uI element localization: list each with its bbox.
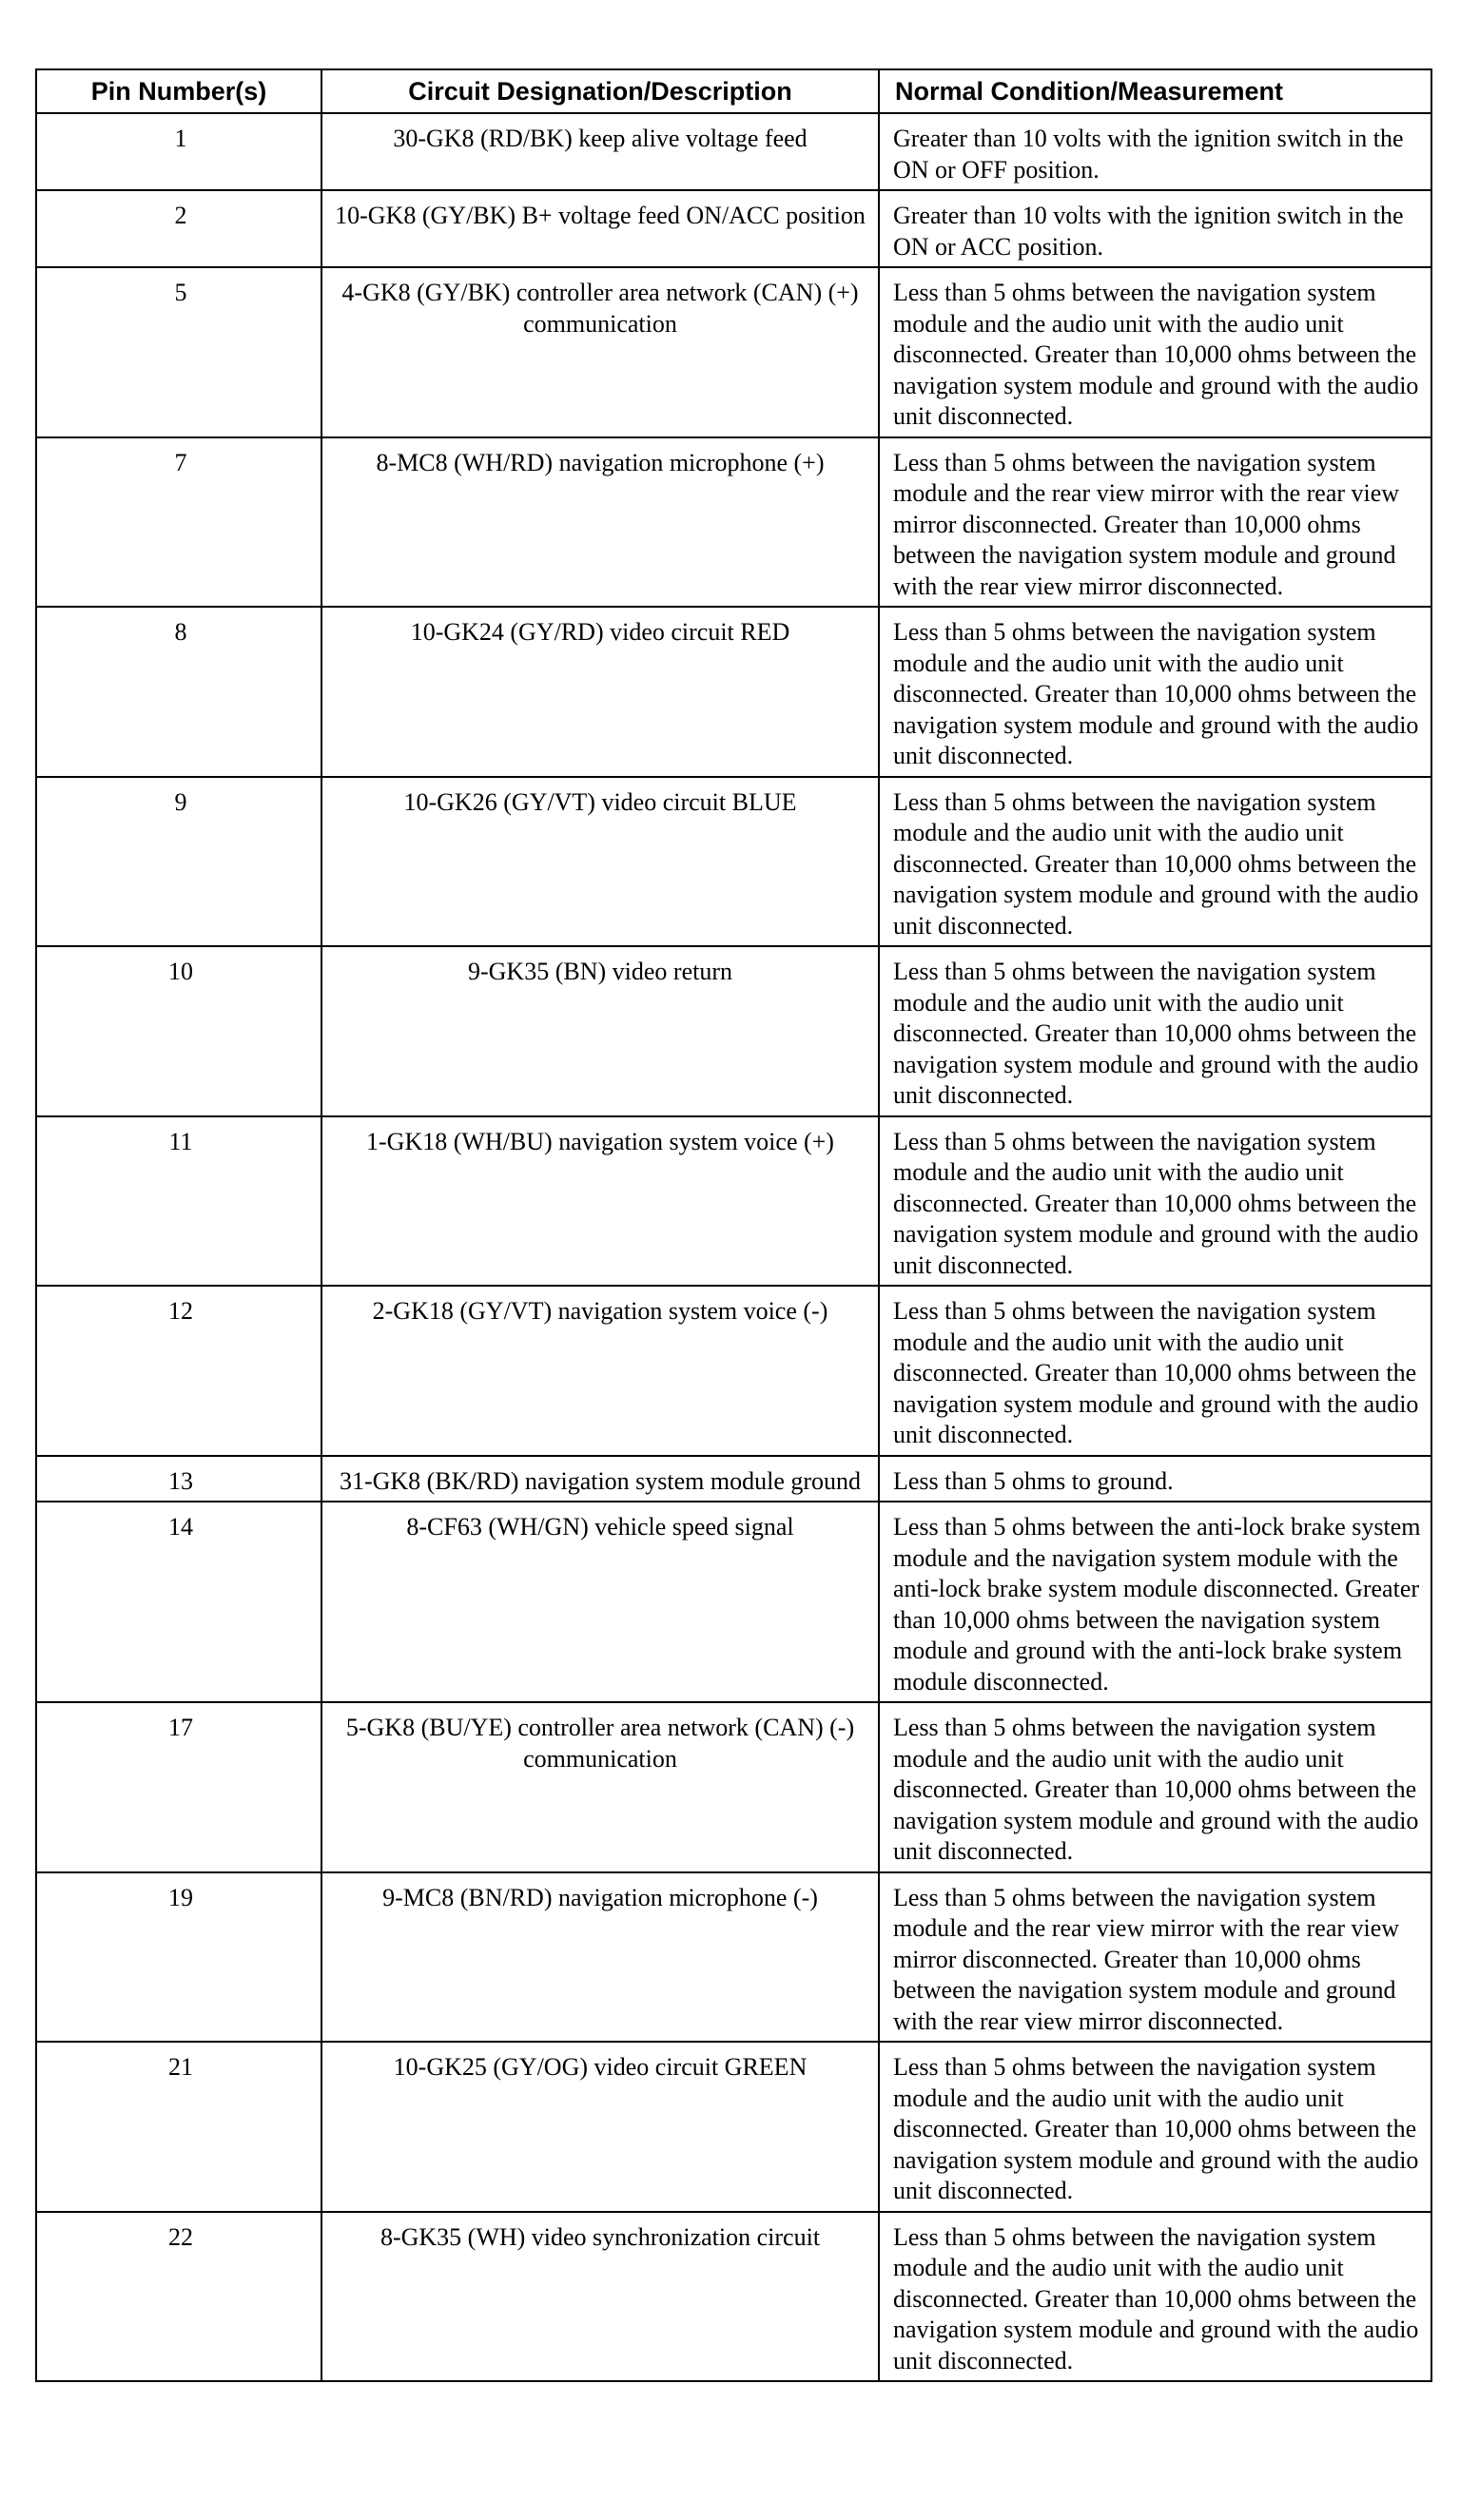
circuit-description-cell: 5-GK8 (BU/YE) controller area network (CAN) (-) communication [321,1702,879,1872]
pin-number-cell: 8 [36,607,321,777]
table-row [36,1116,1431,1287]
table-row [36,1286,1431,1456]
condition-cell: Less than 5 ohms between the navigation system module and the audio unit with the audio unit disconnected. Greater than 10,000 ohms between the navigation system module and ground with the audio unit disconnected. [879,946,1431,1116]
circuit-description-cell: 8-MC8 (WH/RD) navigation microphone (+) [321,437,879,608]
header-circuit-designation: Circuit Designation/Description [321,69,879,113]
pin-number-cell: 11 [36,1116,321,1287]
circuit-description-cell: 10-GK24 (GY/RD) video circuit RED [321,607,879,777]
circuit-description-cell: 2-GK18 (GY/VT) navigation system voice (-) [321,1286,879,1456]
circuit-description-cell: 8-CF63 (WH/GN) vehicle speed signal [321,1502,879,1702]
circuit-description-cell: 9-GK35 (BN) video return [321,946,879,1116]
table-header [36,69,1431,113]
circuit-description-cell: 4-GK8 (GY/BK) controller area network (CAN) (+) communication [321,267,879,437]
circuit-description-cell: 10-GK8 (GY/BK) B+ voltage feed ON/ACC position [321,190,879,267]
pin-number-cell: 10 [36,946,321,1116]
circuit-description-cell: 31-GK8 (BK/RD) navigation system module ground [321,1456,879,1502]
condition-cell: Less than 5 ohms between the navigation system module and the audio unit with the audio unit disconnected. Greater than 10,000 ohms between the navigation system module and ground with the audio unit disconnected. [879,777,1431,947]
pin-number-cell: 19 [36,1872,321,2043]
circuit-description-cell: 9-MC8 (BN/RD) navigation microphone (-) [321,1872,879,2043]
circuit-description-cell: 10-GK26 (GY/VT) video circuit BLUE [321,777,879,947]
table-row [36,437,1431,608]
circuit-description-cell: 8-GK35 (WH) video synchronization circuit [321,2212,879,2382]
table-row [36,1456,1431,1502]
document-page [35,68,1431,2382]
table-row [36,190,1431,267]
table-row [36,607,1431,777]
condition-cell: Less than 5 ohms between the navigation system module and the audio unit with the audio unit disconnected. Greater than 10,000 ohms between the navigation system module and ground with the audio unit disconnected. [879,2042,1431,2212]
condition-cell: Less than 5 ohms between the navigation system module and the audio unit with the audio unit disconnected. Greater than 10,000 ohms between the navigation system module and ground with the audio unit disconnected. [879,1286,1431,1456]
pin-number-cell: 17 [36,1702,321,1872]
table-row [36,267,1431,437]
condition-cell: Less than 5 ohms between the navigation system module and the rear view mirror with the rear view mirror disconnected. Greater than 10,000 ohms between the navigation system module and ground with the rear view mirror disconnected. [879,1872,1431,2043]
header-pin-number: Pin Number(s) [36,69,321,113]
condition-cell: Less than 5 ohms between the navigation system module and the audio unit with the audio unit disconnected. Greater than 10,000 ohms between the navigation system module and ground with the audio unit disconnected. [879,267,1431,437]
pinout-table [35,68,1432,2382]
pin-number-cell: 1 [36,113,321,190]
condition-cell: Less than 5 ohms to ground. [879,1456,1431,1502]
circuit-description-cell: 10-GK25 (GY/OG) video circuit GREEN [321,2042,879,2212]
header-row [36,69,1431,113]
condition-cell: Less than 5 ohms between the anti-lock brake system module and the navigation system module with the anti-lock brake system module disconnected. Greater than 10,000 ohms between the navigation system module and ground with the anti-lock brake system module disconnected. [879,1502,1431,1702]
condition-cell: Less than 5 ohms between the navigation system module and the rear view mirror with the rear view mirror disconnected. Greater than 10,000 ohms between the navigation system module and ground with the rear view mirror disconnected. [879,437,1431,608]
condition-cell: Greater than 10 volts with the ignition switch in the ON or ACC position. [879,190,1431,267]
table-row [36,1872,1431,2043]
table-row [36,1502,1431,1702]
circuit-description-cell: 1-GK18 (WH/BU) navigation system voice (+) [321,1116,879,1287]
condition-cell: Less than 5 ohms between the navigation system module and the audio unit with the audio unit disconnected. Greater than 10,000 ohms between the navigation system module and ground with the audio unit disconnected. [879,1116,1431,1287]
pin-number-cell: 21 [36,2042,321,2212]
pin-number-cell: 22 [36,2212,321,2382]
table-row [36,777,1431,947]
pin-number-cell: 5 [36,267,321,437]
table-row [36,1702,1431,1872]
table-row [36,113,1431,190]
pin-number-cell: 7 [36,437,321,608]
pin-number-cell: 9 [36,777,321,947]
condition-cell: Greater than 10 volts with the ignition switch in the ON or OFF position. [879,113,1431,190]
pin-number-cell: 2 [36,190,321,267]
table-body [36,113,1431,2381]
pin-number-cell: 14 [36,1502,321,1702]
table-row [36,2042,1431,2212]
pin-number-cell: 12 [36,1286,321,1456]
condition-cell: Less than 5 ohms between the navigation system module and the audio unit with the audio unit disconnected. Greater than 10,000 ohms between the navigation system module and ground with the audio unit disconnected. [879,2212,1431,2382]
circuit-description-cell: 30-GK8 (RD/BK) keep alive voltage feed [321,113,879,190]
condition-cell: Less than 5 ohms between the navigation system module and the audio unit with the audio unit disconnected. Greater than 10,000 ohms between the navigation system module and ground with the audio unit disconnected. [879,607,1431,777]
table-row [36,2212,1431,2382]
pin-number-cell: 13 [36,1456,321,1502]
table-row [36,946,1431,1116]
condition-cell: Less than 5 ohms between the navigation system module and the audio unit with the audio unit disconnected. Greater than 10,000 ohms between the navigation system module and ground with the audio unit disconnected. [879,1702,1431,1872]
header-normal-condition: Normal Condition/Measurement [879,69,1431,113]
